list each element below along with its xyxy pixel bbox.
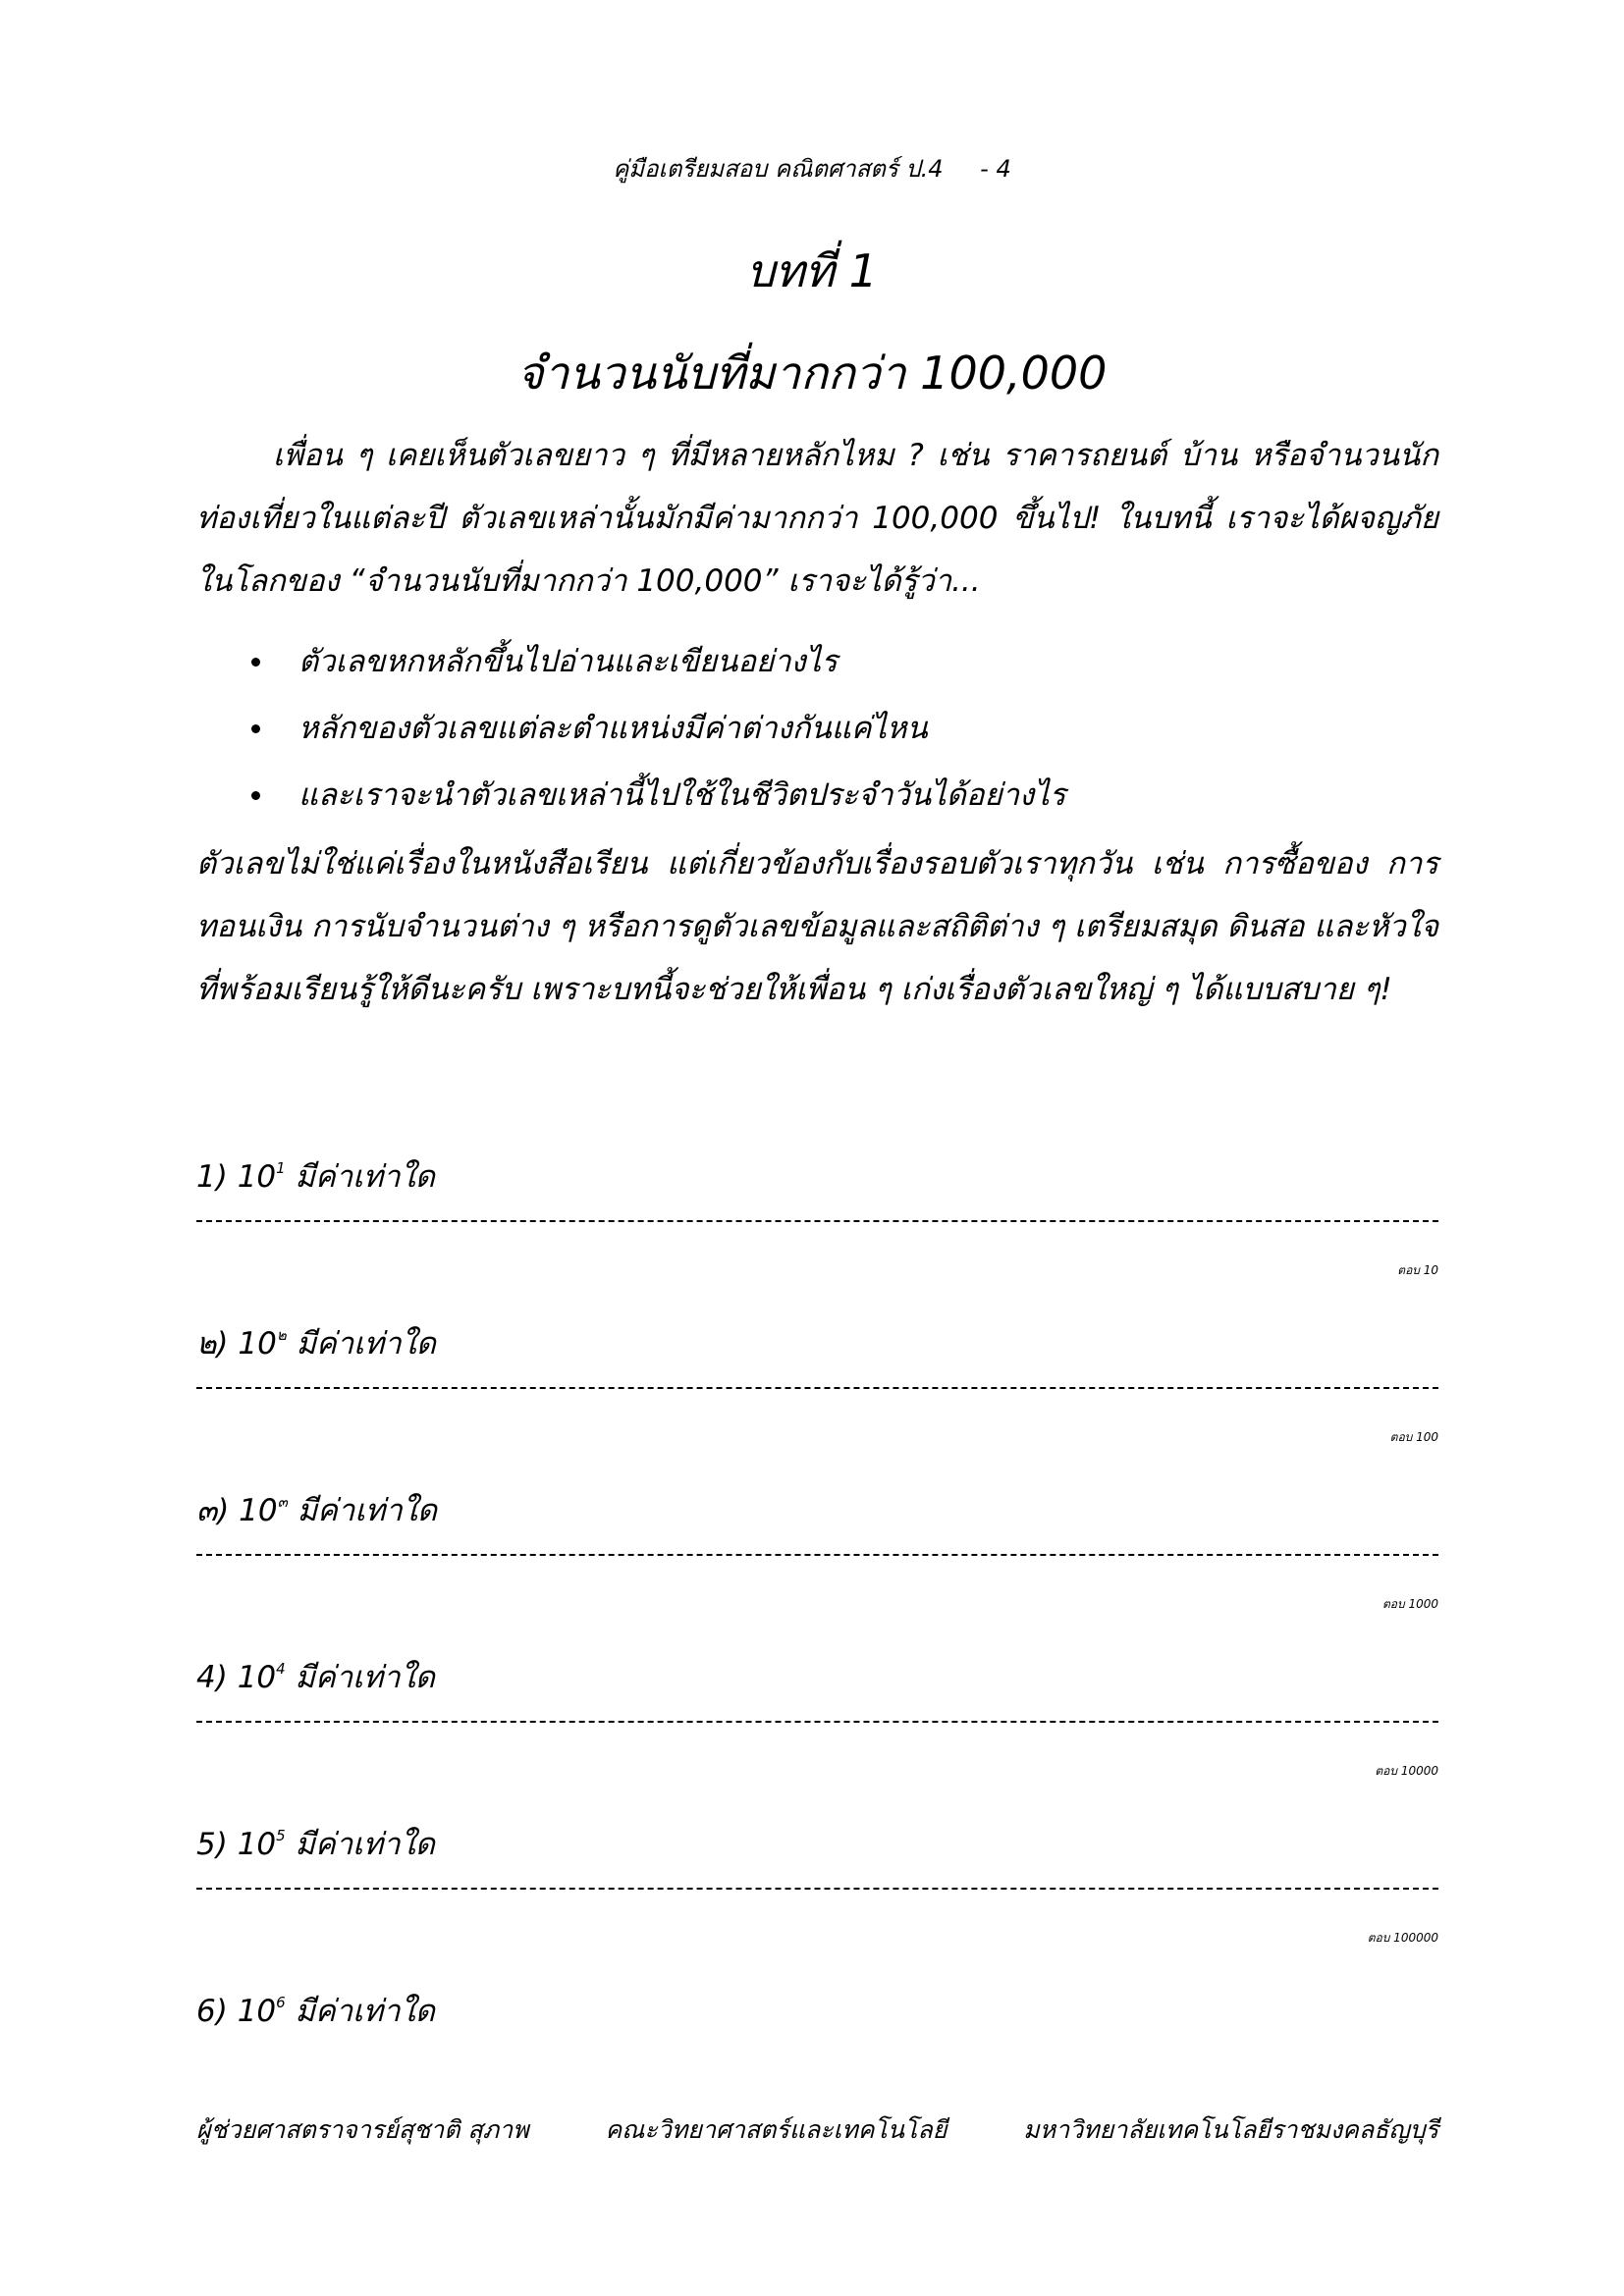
answer-line[interactable] — [196, 1721, 1438, 1723]
question-text: มีค่าเท่าใด — [295, 1994, 435, 2029]
chapter-title: บทที่ 1 — [746, 244, 878, 297]
answer-line[interactable] — [196, 1888, 1438, 1890]
question-exponent: ๒ — [276, 1326, 287, 1344]
answer-key: ตอบ 10 — [1397, 1263, 1438, 1277]
question-text: มีค่าเท่าใด — [296, 1326, 436, 1362]
question-4 — [196, 1644, 1438, 1781]
question-label — [196, 1477, 1438, 1526]
page-header — [0, 149, 1624, 187]
question-base: 10 — [238, 1326, 277, 1362]
question-5 — [196, 1811, 1438, 1948]
question-number: 4) — [196, 1660, 228, 1695]
question-number: 5) — [196, 1827, 228, 1862]
question-label — [196, 1811, 1438, 1860]
bullet-item: และเราจะนำตัวเลขเหล่านี้ไปใช้ในชีวิตประจำวันได้อย่างไร — [245, 762, 1065, 828]
page-footer — [196, 2110, 1438, 2150]
question-1 — [196, 1144, 1438, 1280]
question-6 — [196, 1978, 1438, 2027]
bullet-item: ตัวเลขหกหลักขึ้นไปอ่านและเขียนอย่างไร — [245, 628, 1065, 695]
question-text: มีค่าเท่าใด — [295, 1159, 435, 1195]
answer-key: ตอบ 100000 — [1367, 1931, 1438, 1945]
answer-key: ตอบ 10000 — [1375, 1764, 1438, 1778]
question-base: 10 — [237, 1994, 277, 2029]
page-number: - 4 — [980, 155, 1011, 183]
question-3 — [196, 1477, 1438, 1614]
question-base: 10 — [239, 1493, 278, 1528]
question-base: 10 — [237, 1159, 277, 1195]
question-number: ๒) — [196, 1326, 229, 1362]
answer-line[interactable] — [196, 1220, 1438, 1222]
question-text: มีค่าเท่าใด — [297, 1493, 438, 1528]
question-exponent: 5 — [276, 1827, 286, 1844]
footer-university: มหาวิทยาลัยเทคโนโลยีราชมงคลธัญบุรี — [1023, 2115, 1438, 2144]
answer-line[interactable] — [196, 1554, 1438, 1556]
question-number: 1) — [196, 1159, 228, 1195]
footer-author: ผู้ช่วยศาสตราจารย์สุชาติ สุภาพ — [196, 2115, 529, 2144]
bullet-list — [245, 628, 1065, 828]
closing-paragraph: ตัวเลขไม่ใช่แค่เรื่องในหนังสือเรียน แต่เกี่ยวข้องกับเรื่องรอบตัวเราทุกวัน เช่น การซื้อของ การทอนเงิน การนับจำนวนต่าง ๆ หรือการดูตัวเลขข้อมูลและสถิติต่าง ๆ เตรียมสมุด ดินสอ และหัวใจที่พร้อมเรียนรู้ให้ดีนะครับ เพราะบทนี้จะช่วยให้เพื่อน ๆ เก่งเรื่องตัวเลขใหญ่ ๆ ได้แบบสบาย ๆ! — [196, 846, 1438, 1007]
question-number: ๓) — [196, 1493, 230, 1528]
answer-key: ตอบ 1000 — [1382, 1597, 1438, 1611]
question-text: มีค่าเท่าใด — [295, 1827, 435, 1862]
answer-key: ตอบ 100 — [1389, 1430, 1438, 1444]
bullet-item: หลักของตัวเลขแต่ละตำแหน่งมีค่าต่างกันแค่ไหน — [245, 695, 1065, 762]
question-exponent: 1 — [276, 1159, 286, 1177]
question-exponent: 4 — [276, 1660, 286, 1678]
question-label — [196, 1144, 1438, 1193]
answer-line[interactable] — [196, 1387, 1438, 1389]
footer-faculty: คณะวิทยาศาสตร์และเทคโนโลยี — [605, 2115, 947, 2144]
question-text: มีค่าเท่าใด — [295, 1660, 435, 1695]
question-base: 10 — [237, 1660, 277, 1695]
question-base: 10 — [237, 1827, 277, 1862]
question-exponent: 6 — [276, 1994, 286, 2011]
question-label — [196, 1644, 1438, 1693]
question-number: 6) — [196, 1994, 228, 2029]
chapter-subtitle: จำนวนนับที่มากกว่า 100,000 — [516, 347, 1108, 400]
question-label — [196, 1310, 1438, 1360]
question-label — [196, 1978, 1438, 2027]
intro-paragraph: เพื่อน ๆ เคยเห็นตัวเลขยาว ๆ ที่มีหลายหลักไหม ? เช่น ราคารถยนต์ บ้าน หรือจำนวนนักท่องเที่ยวในแต่ละปี ตัวเลขเหล่านั้นมักมีค่ามากกว่า 100,000 ขึ้นไป! ในบทนี้ เราจะได้ผจญภัยในโลกของ “จำนวนนับที่มากกว่า 100,000” เราจะได้รู้ว่า... — [196, 438, 1438, 599]
question-exponent: ๓ — [277, 1493, 288, 1511]
question-2 — [196, 1310, 1438, 1447]
header-title: คู่มือเตรียมสอบ คณิตศาสตร์ ป.4 — [613, 155, 944, 183]
